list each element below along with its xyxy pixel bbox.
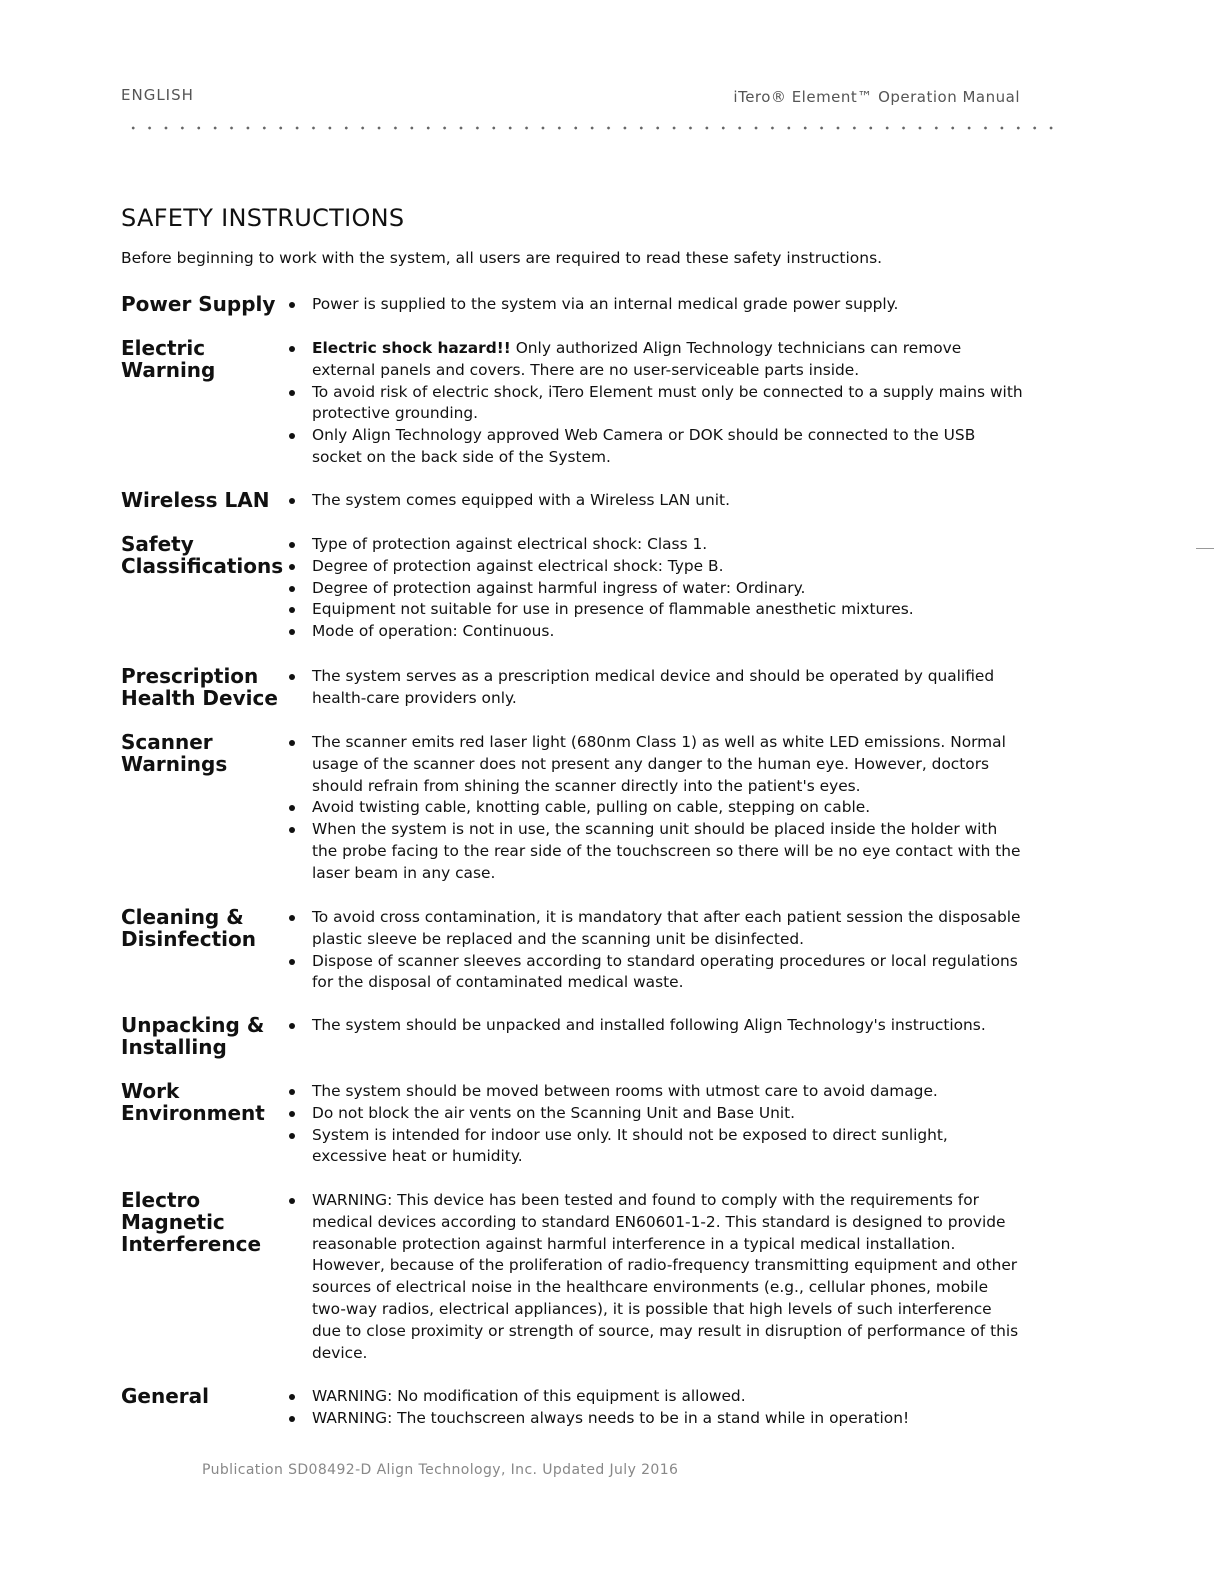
bullet-item	[285, 1125, 1025, 1169]
section-label: General	[121, 1384, 209, 1408]
bullet-text: Equipment not suitable for use in presence of flammable anesthetic mixtures.	[312, 600, 914, 619]
section-label: Cleaning & Disinfection	[121, 905, 256, 951]
page-title: SAFETY INSTRUCTIONS	[121, 204, 405, 232]
section-label: Wireless LAN	[121, 488, 270, 512]
section-bullet-list	[285, 490, 1025, 512]
bullet-text: WARNING: This device has been tested and found to comply with the requirements for medical devices according to standard EN60601-1-2. This standard is designed to provide reasonable protection against harmful interference in a typical medical installation. However, because of the proliferation of radio-frequency transmitting equipment and other sources of electrical noise in the healthcare environments (e.g., cellular phones, mobile two-way radios, electrical appliances), it is possible that high levels of such interference due to close proximity or strength of source, may result in disruption of performance of this device.	[312, 1191, 1019, 1362]
bullet-text: When the system is not in use, the scanning unit should be placed inside the holder with the probe facing to the rear side of the touchscreen so there will be no eye contact with the laser beam in any case.	[312, 820, 1021, 882]
header-language: ENGLISH	[121, 86, 194, 104]
bullet-text: The system should be unpacked and installed following Align Technology's instructions.	[312, 1016, 986, 1034]
bullet-text: The scanner emits red laser light (680nm Class 1) as well as white LED emissions. Normal usage of the scanner does not present any danger to the human eye. However, doctors should refrain from shining the scanner directly into the patient's eyes.	[312, 733, 1006, 795]
bullet-text: To avoid cross contamination, it is mandatory that after each patient session the disposable plastic sleeve be replaced and the scanning unit be disinfected.	[312, 908, 1021, 948]
bullet-text: Dispose of scanner sleeves according to standard operating procedures or local regulations for the disposal of contaminated medical waste.	[312, 951, 1018, 992]
section-label: Scanner Warnings	[121, 730, 228, 776]
section-bullet-list	[285, 534, 1025, 643]
section-label: Electric Warning	[121, 336, 216, 382]
bullet-item	[285, 534, 1025, 556]
section-label: Prescription Health Device	[121, 664, 278, 710]
bullet-item	[285, 797, 1025, 819]
section-bullet-list	[285, 1386, 1025, 1430]
bullet-item	[285, 732, 1025, 797]
dotted-divider	[125, 126, 1055, 130]
section-bullet-list	[285, 294, 1025, 316]
section-label: Power Supply	[121, 292, 276, 316]
bullet-item	[285, 382, 1025, 426]
bullet-text: The system should be moved between rooms with utmost care to avoid damage.	[312, 1082, 938, 1100]
bullet-item	[285, 819, 1025, 884]
bullet-text: The system comes equipped with a Wireless LAN unit.	[312, 491, 730, 509]
bullet-text: The system serves as a prescription medical device and should be operated by qualified health-care providers only.	[312, 667, 995, 707]
bullet-item	[285, 1386, 1025, 1408]
section-bullet-list	[285, 732, 1025, 885]
bullet-item	[285, 1015, 1025, 1037]
bullet-text: Do not block the air vents on the Scanning Unit and Base Unit.	[312, 1103, 796, 1122]
section-bullet-list	[285, 338, 1025, 469]
bullet-bold-lead: Electric shock hazard!!	[312, 339, 511, 357]
bullet-text: Only authorized Align Technology technicians can remove external panels and covers. There are no user-serviceable parts inside.	[312, 339, 962, 379]
bullet-item	[285, 1081, 1025, 1103]
footer-publication: Publication SD08492-D Align Technology, Inc. Updated July 2016	[202, 1462, 679, 1478]
intro-text: Before beginning to work with the system, all users are required to read these safety instructions.	[121, 249, 883, 267]
section-label: Electro Magnetic Interference	[121, 1188, 262, 1256]
bullet-text: To avoid risk of electric shock, iTero Element must only be connected to a supply mains with protective grounding.	[312, 382, 1023, 423]
section-bullet-list	[285, 1190, 1025, 1364]
bullet-text: Type of protection against electrical shock: Class 1.	[312, 535, 708, 553]
bullet-text: Degree of protection against harmful ingress of water: Ordinary.	[312, 578, 806, 597]
section-bullet-list	[285, 1081, 1025, 1168]
bullet-item	[285, 294, 1025, 316]
margin-tick	[1196, 548, 1214, 549]
bullet-text: Mode of operation: Continuous.	[312, 622, 555, 641]
section-label: Unpacking & Installing	[121, 1013, 265, 1059]
bullet-item	[285, 578, 1025, 600]
bullet-item	[285, 556, 1025, 578]
bullet-item	[285, 599, 1025, 621]
bullet-item	[285, 1408, 1025, 1430]
bullet-item	[285, 425, 1025, 469]
bullet-text: Degree of protection against electrical shock: Type B.	[312, 556, 724, 575]
bullet-item	[285, 666, 1025, 710]
bullet-text: WARNING: The touchscreen always needs to be in a stand while in operation!	[312, 1408, 910, 1427]
bullet-item	[285, 1103, 1025, 1125]
bullet-text: Only Align Technology approved Web Camera or DOK should be connected to the USB socket on the back side of the System.	[312, 426, 976, 466]
bullet-item	[285, 951, 1025, 995]
section-label: Safety Classifications	[121, 532, 284, 578]
bullet-text: WARNING: No modification of this equipment is allowed.	[312, 1387, 746, 1405]
bullet-text: Power is supplied to the system via an internal medical grade power supply.	[312, 295, 899, 313]
bullet-item	[285, 338, 1025, 382]
header-manual-title: iTero® Element™ Operation Manual	[733, 88, 1020, 106]
section-bullet-list	[285, 907, 1025, 994]
bullet-item	[285, 490, 1025, 512]
bullet-item	[285, 621, 1025, 643]
bullet-item	[285, 907, 1025, 951]
section-bullet-list	[285, 1015, 1025, 1037]
bullet-text: Avoid twisting cable, knotting cable, pulling on cable, stepping on cable.	[312, 798, 871, 817]
bullet-text: System is intended for indoor use only. It should not be exposed to direct sunlight, excessive heat or humidity.	[312, 1125, 948, 1166]
section-label: Work Environment	[121, 1079, 265, 1125]
bullet-item	[285, 1190, 1025, 1364]
section-bullet-list	[285, 666, 1025, 710]
